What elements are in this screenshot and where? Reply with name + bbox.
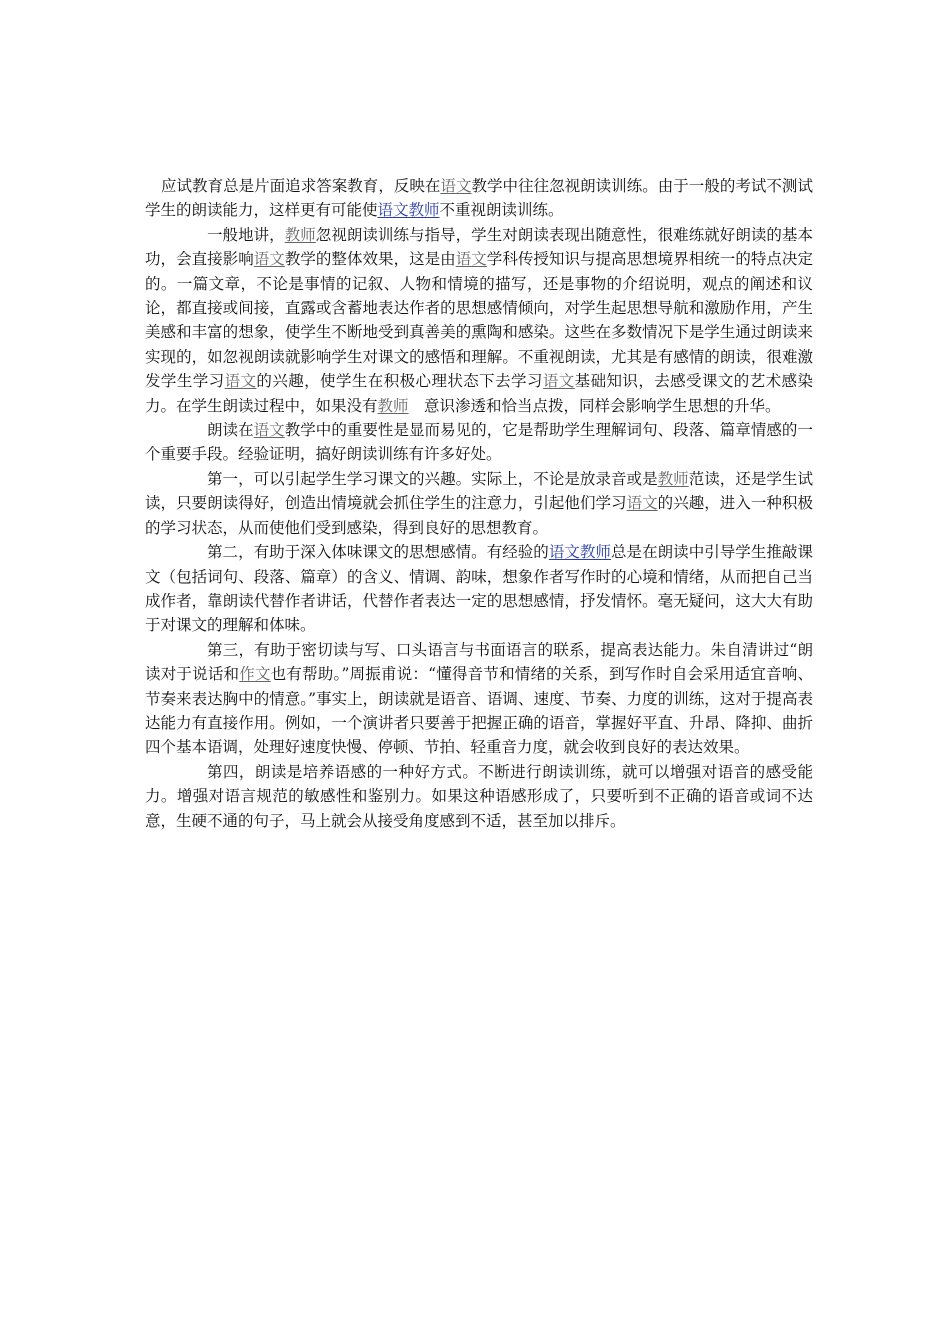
paragraph-text: 范读，还是学生试读，只要朗读得好，创造出情境就会抓住学生的注意力，引起他们学习 [145, 469, 813, 513]
paragraph-text: 一般地讲， [207, 225, 285, 244]
paragraph-text: 意识渗透和恰当点拨，同样会影响学生思想的升华。 [408, 396, 781, 415]
paragraph-text: 不重视朗读训练。 [439, 201, 564, 220]
paragraph [145, 223, 813, 418]
term-link[interactable]: 教师 [377, 396, 409, 415]
term-link[interactable]: 语文教师 [548, 543, 611, 562]
term-link[interactable]: 语文 [253, 250, 285, 269]
paragraph-text: 教学的整体效果，这是由 [284, 250, 456, 269]
paragraph-text: 第四，朗读是培养语感的一种好方式。不断进行朗读训练，就可以增强对语音的感受能力。增强对语言规范的敏感性和鉴别力。如果这种语感形成了，只要听到不正确的语音或词不达意，生硬不通的句子，马上就会从接受角度感到不适，甚至加以排斥。 [145, 762, 813, 830]
paragraph [145, 638, 813, 760]
paragraph-text: 的兴趣，进入一种积极的学习状态，从而使他们受到感染，得到良好的思想教育。 [145, 494, 813, 537]
term-link[interactable]: 语文 [253, 421, 285, 440]
term-link[interactable]: 语文 [626, 494, 658, 513]
paragraph-text: 第一，可以引起学生学习课文的兴趣。实际上，不论是放录音或是 [207, 469, 658, 488]
paragraph [145, 540, 813, 638]
paragraph-text: 教学中往往忽视朗读训练。由于一般的考试不测试学生的朗读能力，这样更有可能使 [145, 177, 813, 220]
paragraph-text: 的兴趣，使学生在积极心理状态下去学习 [256, 372, 543, 391]
paragraph-text: 基础知识，去感受课文的艺术感染力。在学生朗读过程中，如果没有 [145, 372, 813, 415]
term-link[interactable]: 语文 [440, 177, 472, 195]
paragraph [145, 418, 813, 467]
paragraph-text: 教学中的重要性是显而易见的，它是帮助学生理解词句、段落、篇章情感的一个重要手段。经验证明，搞好朗读训练有许多好处。 [145, 421, 813, 464]
document-body [145, 174, 813, 833]
term-link[interactable]: 语文教师 [377, 201, 440, 220]
paragraph-text: 忽视朗读训练与指导，学生对朗读表现出随意性，很难练就好朗读的基本功，会直接影响 [145, 225, 813, 269]
paragraph-text: 应试教育总是片面追求答案教育，反映在 [161, 177, 441, 195]
paragraph-text: 学科传授知识与提高思想境界相统一的特点决定的。一篇文章，不论是事情的记叙、人物和情境的描写，还是事物的介绍说明，观点的阐述和议论，都直接或间接，直露或含蓄地表达作者的思想感情倾向，对学生起思想导航和激励作用，产生美感和丰富的想象，使学生不断地受到真善美的熏陶和感染。这些在多数情况下是学生通过朗读来实现的，如忽视朗读就影响学生对课文的感悟和理解。不重视朗读，尤其是有感情的朗读，很难激发学生学习 [145, 250, 813, 391]
paragraph [145, 760, 813, 833]
paragraph-text: 总是在朗读中引导学生推敲课文（包括词句、段落、篇章）的含义、情调、韵味，想象作者写作时的心境和情绪，从而把自己当成作者，靠朗读代替作者讲话，代替作者表达一定的思想感情，抒发情怀。毫无疑问，这大大有助于对课文的理解和体味。 [145, 543, 813, 635]
paragraph-text: 第三，有助于密切读与写、口头语言与书面语言的联系，提高表达能力。朱自清讲过“朗读对于说话和 [145, 640, 813, 684]
paragraph [145, 467, 813, 540]
term-link[interactable]: 语文 [455, 250, 487, 269]
paragraph-text: 朗读在 [207, 421, 254, 440]
term-link[interactable]: 教师 [284, 225, 316, 244]
term-link[interactable]: 语文 [224, 372, 257, 391]
paragraph-text: 也有帮助。”周振甫说：“懂得音节和情绪的关系，到写作时自会采用适宜音响、节奏来表达胸中的情意。”事实上，朗读就是语音、语调、速度、节奏、力度的训练，这对于提高表达能力有直接作用。例如，一个演讲者只要善于把握正确的语音，掌握好平直、升昂、降抑、曲折四个基本语调，处理好速度快慢、停顿、节拍、轻重音力度，就会收到良好的表达效果。 [145, 665, 813, 757]
term-link[interactable]: 作文 [239, 665, 271, 684]
paragraph-text: 第二，有助于深入体味课文的思想感情。有经验的 [207, 543, 549, 562]
term-link[interactable]: 语文 [542, 372, 575, 391]
paragraph [145, 174, 813, 223]
term-link[interactable]: 教师 [657, 469, 689, 488]
